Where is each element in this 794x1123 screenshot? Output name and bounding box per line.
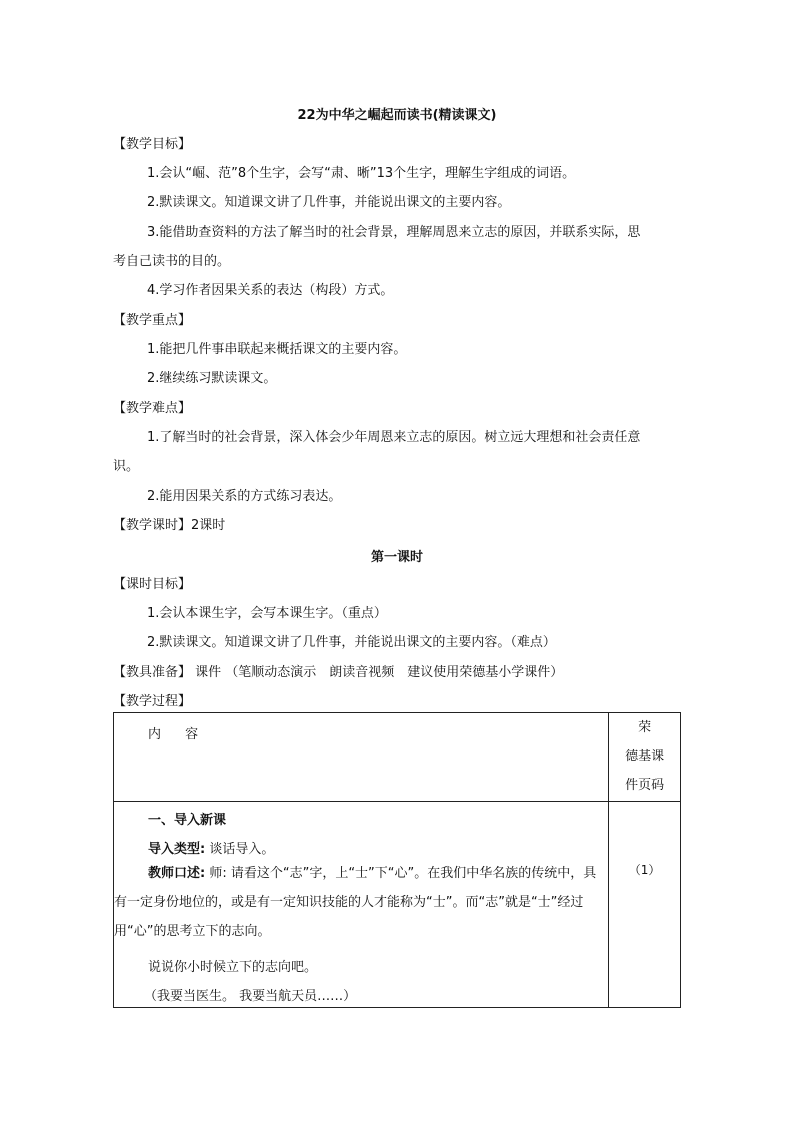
difficulty-item-continued: 识。 — [113, 459, 140, 474]
intro-type — [148, 841, 274, 859]
goal-item: 3.能借助查资料的方法了解当时的社会背景，理解周恩来立志的原因，并联系实际，思 — [147, 225, 641, 240]
page-mark: （1） — [628, 863, 661, 877]
content-cell — [114, 802, 609, 1008]
hours-line: 【教学课时】2课时 — [113, 518, 226, 533]
difficulty-item: 2.能用因果关系的方式练习表达。 — [147, 489, 342, 504]
goal-item: 2.默读课文。知道课文讲了几件事，并能说出课文的主要内容。 — [147, 195, 511, 210]
process-heading: 【教学过程】 — [113, 694, 192, 709]
table-header-row — [114, 713, 681, 802]
teacher-text: 师: 请看这个“志”字，上“士”下“心”。在我们中华名族的传统中，具有一定身份地位的，或是有一定知识技能的人才能称为“士”。而“志”就是“士”经过用“心”的思考立下的志向。 — [114, 866, 597, 939]
lesson-goal-item: 2.默读课文。知道课文讲了几件事，并能说出课文的主要内容。（难点） — [147, 635, 556, 650]
prompt-text: 说说你小时候立下的志向吧。 — [148, 960, 318, 975]
difficulty-heading: 【教学难点】 — [113, 401, 192, 416]
page-header-line: 德基课 — [625, 749, 665, 764]
answer-text: （我要当医生。 我要当航天员……） — [144, 989, 357, 1004]
tools-line: 【教具准备】 课件 （笔顺动态演示 朗读音视频 建议使用荣德基小学课件） — [113, 665, 564, 680]
section-heading: 一、导入新课 — [148, 813, 227, 828]
key-heading: 【教学重点】 — [113, 313, 192, 328]
key-item: 1.能把几件事串联起来概括课文的主要内容。 — [147, 342, 407, 357]
intro-type-label: 导入类型: — [148, 842, 206, 857]
intro-type-value: 谈话导入。 — [205, 842, 275, 857]
lesson-goals-heading: 【课时目标】 — [113, 577, 192, 592]
teacher-narration — [114, 859, 608, 946]
page-header-cell — [609, 713, 681, 802]
goal-item-continued: 考自己读书的目的。 — [113, 254, 231, 269]
document-title: 22为中华之崛起而读书(精读课文) — [297, 108, 497, 123]
goals-heading: 【教学目标】 — [113, 137, 192, 152]
page-header-line: 荣 — [638, 720, 652, 735]
section-title: 第一课时 — [370, 550, 423, 565]
teacher-label: 教师口述: — [148, 866, 206, 881]
key-item: 2.继续练习默读课文。 — [147, 371, 277, 386]
difficulty-item: 1.了解当时的社会背景，深入体会少年周恩来立志的原因。树立远大理想和社会责任意 — [147, 430, 641, 445]
content-header: 内 容 — [148, 727, 209, 742]
content-header-cell — [114, 713, 609, 802]
goal-item: 4.学习作者因果关系的表达（构段）方式。 — [147, 283, 394, 298]
lesson-goal-item: 1.会认本课生字，会写本课生字。（重点） — [147, 606, 387, 621]
page-header-line: 件页码 — [625, 778, 665, 793]
page-mark-cell — [609, 802, 681, 1008]
table-row — [114, 802, 681, 1008]
goal-item: 1.会认“崛、范”8个生字，会写“肃、晰”13个生字，理解生字组成的词语。 — [147, 166, 576, 181]
process-table — [113, 712, 681, 1008]
